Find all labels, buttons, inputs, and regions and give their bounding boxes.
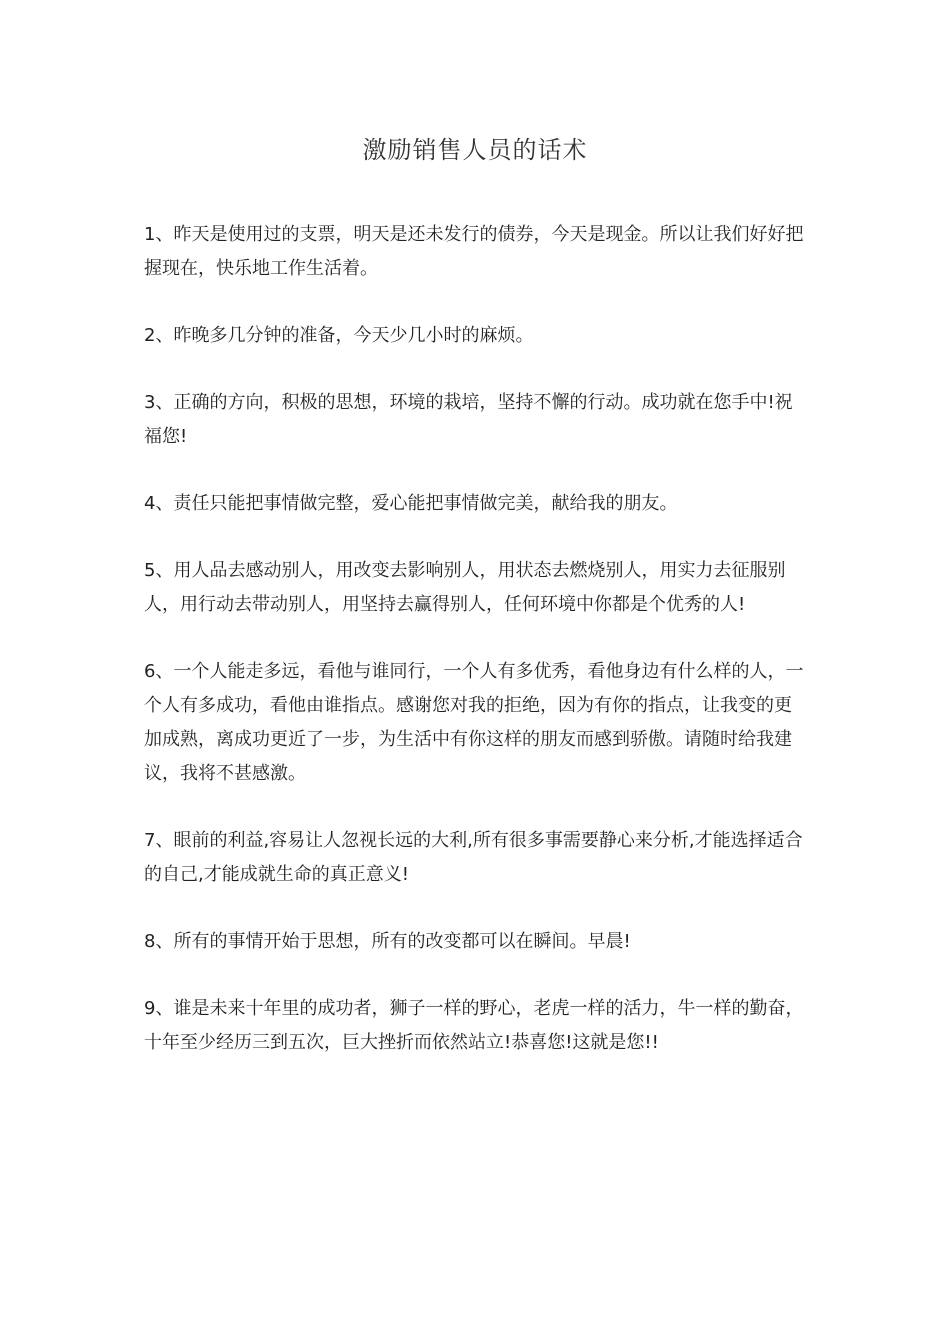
paragraph-9: 9、谁是未来十年里的成功者，狮子一样的野心，老虎一样的活力，牛一样的勤奋，十年至少经历三到五次，巨大挫折而依然站立!恭喜您!这就是您!! (144, 998, 804, 1053)
paragraph-1: 1、昨天是使用过的支票，明天是还未发行的债券，今天是现金。所以让我们好好把握现在，快乐地工作生活着。 (144, 224, 804, 279)
paragraph-5: 5、用人品去感动别人，用改变去影响别人，用状态去燃烧别人，用实力去征服别人，用行动去带动别人，用坚持去赢得别人，任何环境中你都是个优秀的人! (144, 560, 786, 615)
paragraph-8: 8、所有的事情开始于思想，所有的改变都可以在瞬间。早晨! (144, 931, 631, 952)
paragraph-2: 2、昨晚多几分钟的准备，今天少几小时的麻烦。 (144, 325, 534, 346)
paragraph-4: 4、责任只能把事情做完整，爱心能把事情做完美，献给我的朋友。 (144, 493, 678, 514)
document-title: 激励销售人员的话术 (362, 136, 588, 164)
paragraph-3: 3、正确的方向，积极的思想，环境的栽培，坚持不懈的行动。成功就在您手中!祝福您! (144, 392, 793, 447)
paragraph-7: 7、眼前的利益,容易让人忽视长远的大利,所有很多事需要静心来分析,才能选择适合的自己,才能成就生命的真正意义! (144, 830, 803, 885)
document-body (144, 218, 808, 1093)
paragraph-6: 6、一个人能走多远，看他与谁同行，一个人有多优秀，看他身边有什么样的人，一个人有多成功，看他由谁指点。感谢您对我的拒绝，因为有你的指点，让我变的更加成熟，离成功更近了一步，为生活中有你这样的朋友而感到骄傲。请随时给我建议，我将不甚感激。 (144, 661, 804, 784)
